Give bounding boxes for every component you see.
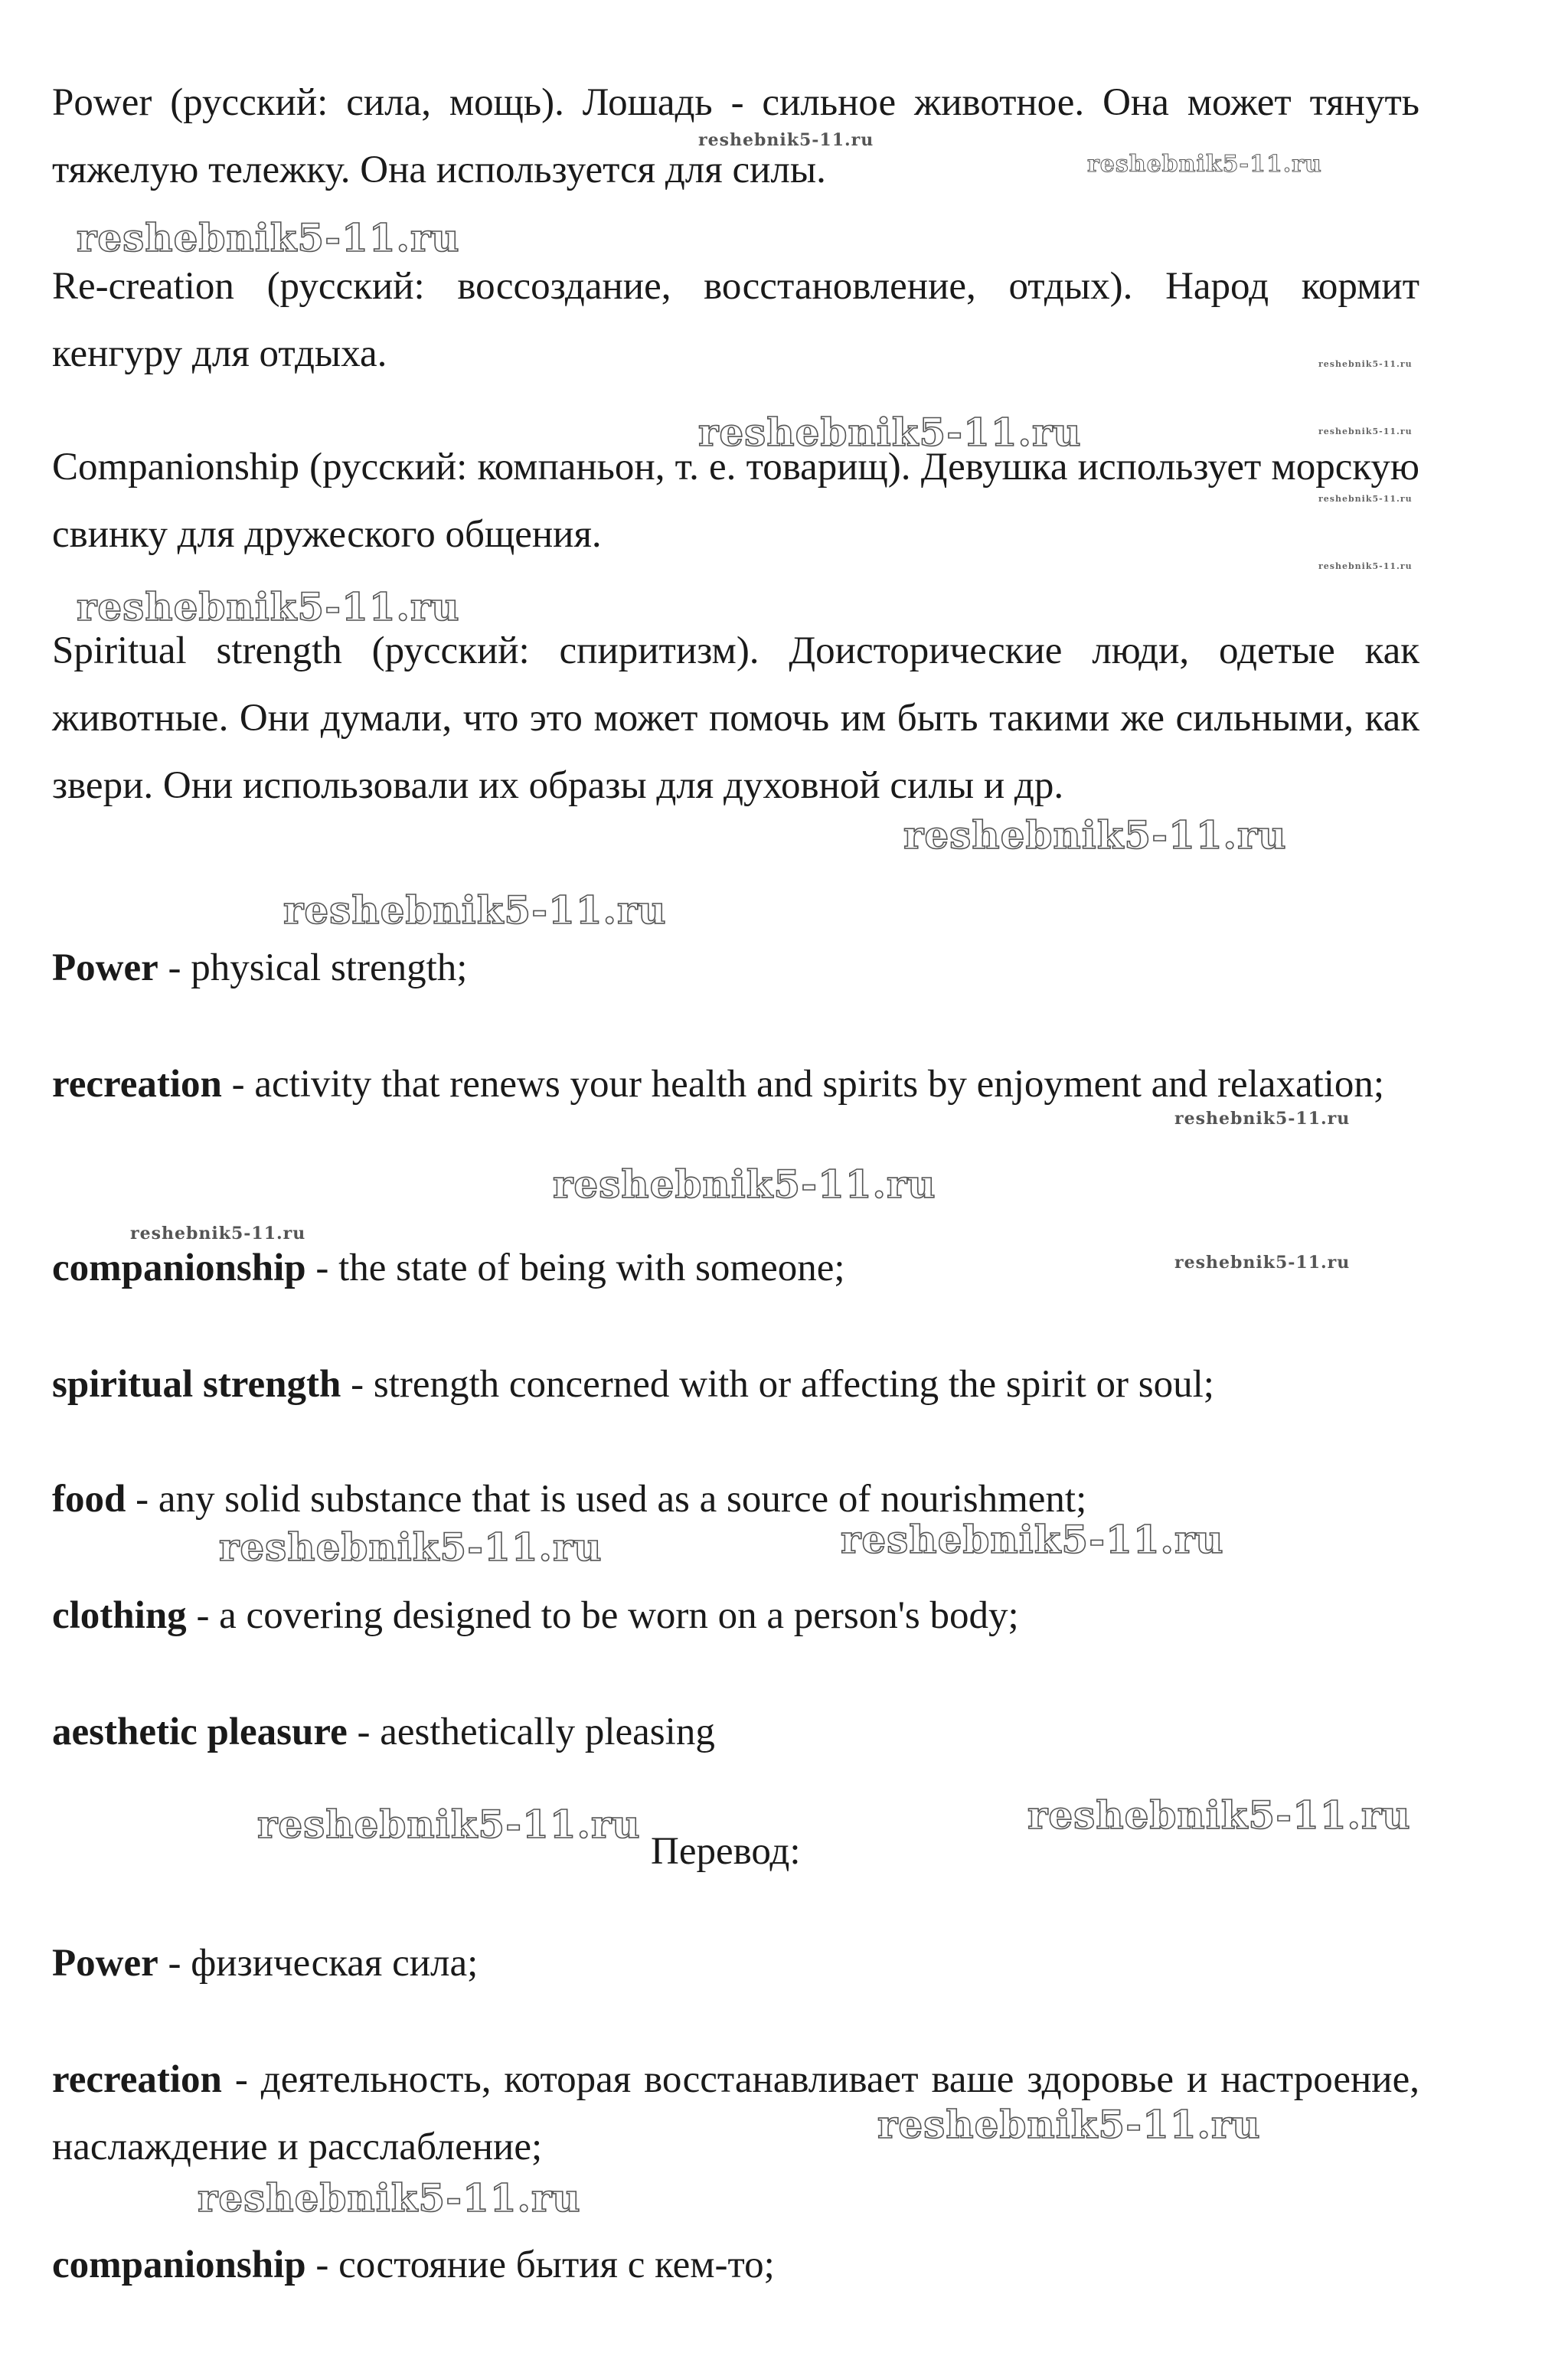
definition-text: - activity that renews your health and spirits by enjoyment and relaxation; [221,1063,1385,1106]
paragraph-power: Power (русский: сила, мощь). Лошадь - сильное животное. Она может тянуть тяжелую тележку. Она используется для силы. [52,81,1419,191]
watermark: reshebnik5-11.ru [219,1524,603,1570]
watermark: reshebnik5-11.ru [1318,561,1413,571]
definition-text: - a covering designed to be worn on a person's body; [186,1594,1019,1637]
definition-text: - the state of being with someone; [305,1247,845,1289]
translation-term: companionship [52,2243,306,2286]
watermark: reshebnik5-11.ru [1318,426,1413,436]
paragraph-companionship: Companionship (русский: компаньон, т. е. товарищ). Девушка использует морскую свинку для дружеского общения. [52,446,1419,556]
watermark: reshebnik5-11.ru [1318,494,1413,504]
translation-power [52,1930,1419,1997]
definition-aesthetic-pleasure [52,1698,1419,1766]
paragraph-spiritual-strength: Spiritual strength (русский: спиритизм). Доисторические люди, одетые как животные. Они думали, что это может помочь им быть такими же сильными, как звери. Они использовали их образы для духовной силы и др. [52,629,1419,807]
definition-spiritual-strength [52,1351,1419,1418]
definition-text: - strength concerned with or affecting the spirit or soul; [341,1363,1214,1406]
definition-term: aesthetic pleasure [52,1711,348,1753]
paragraph-recreation: Re-creation (русский: воссоздание, восстановление, отдых). Народ кормит кенгуру для отдыха. [52,265,1419,375]
watermark: reshebnik5-11.ru [77,584,460,629]
watermark: reshebnik5-11.ru [198,2175,581,2221]
watermark: reshebnik5-11.ru [698,410,1082,455]
definition-text: - any solid substance that is used as a source of nourishment; [126,1478,1087,1521]
definition-term: companionship [52,1247,306,1289]
watermark: reshebnik5-11.ru [553,1162,936,1207]
definition-power [52,934,1419,1002]
definition-text: - physical strength; [158,946,468,989]
watermark: reshebnik5-11.ru [257,1802,641,1847]
definition-term: spiritual strength [52,1363,341,1406]
definition-term: clothing [52,1594,187,1637]
definition-term: recreation [52,1063,222,1106]
translation-text: - физическая сила; [158,1942,479,1985]
watermark: reshebnik5-11.ru [1087,151,1322,178]
watermark: reshebnik5-11.ru [1318,359,1413,369]
watermark: reshebnik5-11.ru [903,812,1287,858]
translation-term: Power [52,1942,158,1985]
translation-text: - состояние бытия с кем-то; [305,2243,775,2286]
watermark: reshebnik5-11.ru [130,1224,306,1243]
definition-clothing [52,1582,1419,1649]
watermark: reshebnik5-11.ru [1174,1253,1351,1273]
watermark: reshebnik5-11.ru [698,130,874,150]
translation-heading: Перевод: [651,1830,801,1873]
definition-text: - aesthetically pleasing [347,1711,715,1753]
translation-companionship [52,2231,1419,2299]
watermark: reshebnik5-11.ru [841,1517,1224,1562]
watermark: reshebnik5-11.ru [283,887,667,933]
watermark: reshebnik5-11.ru [877,2102,1261,2147]
definition-term: Power [52,946,158,989]
definition-term: food [52,1478,126,1521]
watermark: reshebnik5-11.ru [77,215,460,260]
watermark: reshebnik5-11.ru [1027,1792,1411,1838]
translation-text: - деятельность, которая восстанавливает ваше здоровье и настроение, наслаждение и расслабление; [52,2058,1419,2168]
watermark: reshebnik5-11.ru [1174,1109,1351,1129]
definition-recreation [52,1051,1419,1118]
translation-term: recreation [52,2058,222,2101]
